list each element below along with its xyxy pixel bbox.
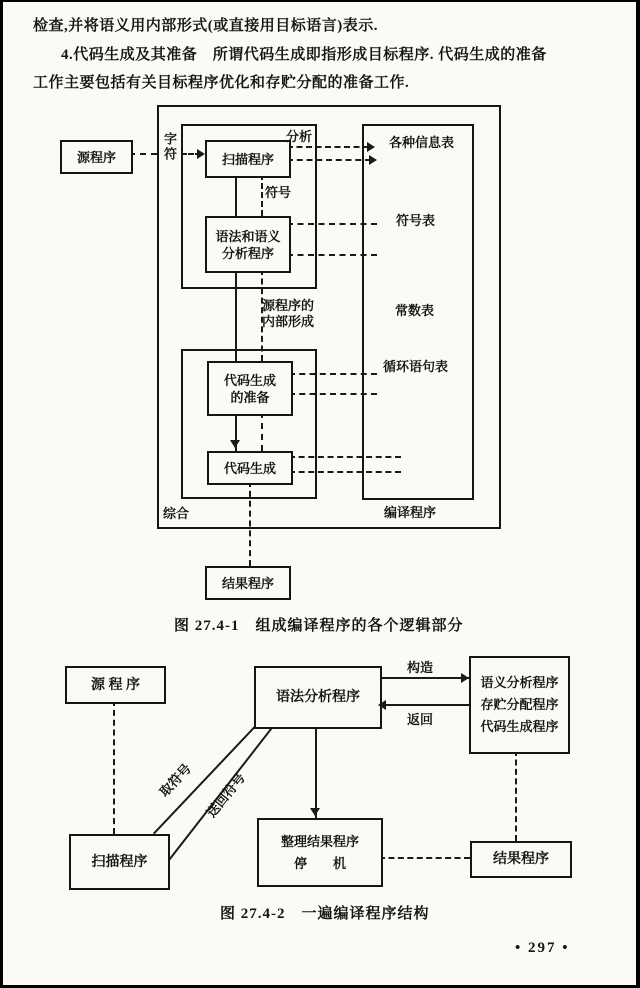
fig1-scanner-tables-dash-1 (287, 146, 369, 148)
fig2-scanner-label: 扫描程序 (91, 854, 148, 870)
fig1-characters-label: 字符 (162, 132, 177, 162)
paragraph-line-3: 工作主要包括有关目标程序优化和存贮分配的准备工作. (33, 75, 410, 91)
paragraph-line-2: 4.代码生成及其准备 所谓代码生成即指形成目标程序. 代码生成的准备 (61, 47, 547, 63)
fig2-source-scanner-dash (113, 700, 115, 834)
fig1-codegen-result-dash (249, 481, 251, 566)
fig1-codegen-prep-line1: 代码生成 (223, 372, 276, 388)
fig1-symbol-table-label: 符号表 (396, 213, 436, 228)
fig2-construct-line (378, 677, 469, 679)
fig1-scanner-tables-dash-2 (287, 159, 371, 161)
fig2-semantic-line1: 语义分析程序 (480, 675, 559, 690)
fig2-return-label: 返回 (407, 712, 434, 727)
fig1-prep-tables-dash-2 (289, 393, 377, 395)
fig1-syntax-tables-dash-2 (287, 254, 377, 256)
fig2-halt-line2: 停 机 (293, 855, 346, 871)
fig1-scanner-tables-arrow-1 (367, 142, 375, 152)
fig2-construct-label: 构造 (407, 660, 434, 675)
fig2-semantic-result-dash (515, 750, 517, 841)
fig1-codegen-tables-dash-1 (289, 456, 401, 458)
fig1-source-program-label: 源程序 (76, 149, 116, 165)
fig1-syntax-semantic-box (205, 216, 291, 273)
fig1-internal-form-label (262, 298, 314, 330)
fig1-codegen-in-arrow (230, 440, 240, 448)
fig1-codegen-label: 代码生成 (223, 460, 276, 476)
fig1-result-program-label: 结果程序 (221, 575, 274, 591)
fig1-source-to-frame-dash (129, 153, 157, 155)
fig2-return-line (378, 704, 469, 706)
fig1-scanner-syntax-dash (261, 174, 263, 216)
fig1-syntax-tables-dash-1 (287, 223, 377, 225)
paragraph-line-1: 检查,并将语义用内部形式(或直接用目标语言)表示. (33, 18, 378, 34)
fig2-semantic-line3: 代码生成程序 (480, 719, 559, 734)
fig2-send-back-label: 送回符号 (203, 770, 248, 821)
fig1-compiler-label: 编译程序 (384, 505, 437, 520)
fig2-source-program-box (65, 666, 166, 704)
page-number: • 297 • (515, 940, 570, 956)
fig1-prep-codegen-dash (261, 412, 263, 451)
fig1-internal-form-line2: 内部形成 (262, 314, 315, 329)
fig1-scanner-in-arrow (197, 149, 205, 159)
fig1-scanner-syntax-solid (235, 174, 237, 216)
fig1-result-program-box (205, 566, 291, 600)
fig1-loop-table-label: 循环语句表 (383, 359, 449, 374)
fig1-codegen-tables-dash-2 (289, 471, 401, 473)
fig2-result-program-label: 结果程序 (493, 852, 549, 867)
fig2-source-program-label: 源 程 序 (91, 677, 140, 693)
fig1-scanner-tables-arrow-2 (369, 155, 377, 165)
fig2-semantic-storage-codegen-box (469, 656, 570, 754)
fig1-symbol-label: 符号 (265, 185, 292, 200)
fig2-result-program-box (470, 841, 572, 878)
fig1-scanner-box (205, 140, 291, 178)
fig2-organize-result-dash (379, 857, 470, 859)
fig1-source-program-box (60, 140, 133, 174)
fig1-codegen-prep-box (207, 361, 293, 416)
fig1-constant-table-label: 常数表 (395, 303, 435, 318)
fig2-parser-box (254, 666, 382, 729)
fig2-organize-line1: 整理结果程序 (280, 833, 359, 849)
fig1-scanner-label: 扫描程序 (221, 151, 274, 167)
fig2-return-arrow (378, 700, 386, 710)
fig1-info-tables-label: 各种信息表 (389, 135, 455, 150)
fig1-syntax-semantic-line2: 分析程序 (221, 245, 274, 261)
fig2-organize-halt-box (257, 818, 383, 887)
fig2-get-symbol-label: 取符号 (156, 760, 195, 800)
fig2-semantic-line2: 存贮分配程序 (480, 697, 559, 712)
fig2-parser-organize-line (315, 725, 317, 818)
fig1-synthesis-label: 综合 (163, 506, 190, 521)
fig2-scanner-box (69, 834, 170, 890)
fig1-codegen-box (207, 451, 293, 485)
figure2-caption: 图 27.4-2 一遍编译程序结构 (220, 906, 430, 922)
fig1-internal-form-line1: 源程序的 (262, 298, 315, 313)
fig2-organize-in-arrow (310, 808, 320, 816)
fig1-prep-tables-dash-1 (289, 373, 377, 375)
fig2-construct-arrow (461, 673, 469, 683)
fig1-codegen-prep-line2: 的准备 (230, 389, 270, 405)
fig1-syntax-prep-solid (235, 269, 237, 361)
figure1-caption: 图 27.4-1 组成编译程序的各个逻辑部分 (174, 618, 464, 634)
fig1-analysis-label: 分析 (286, 129, 313, 144)
fig1-syntax-semantic-line1: 语法和语义 (215, 228, 281, 244)
fig2-parser-label: 语法分析程序 (276, 690, 360, 705)
